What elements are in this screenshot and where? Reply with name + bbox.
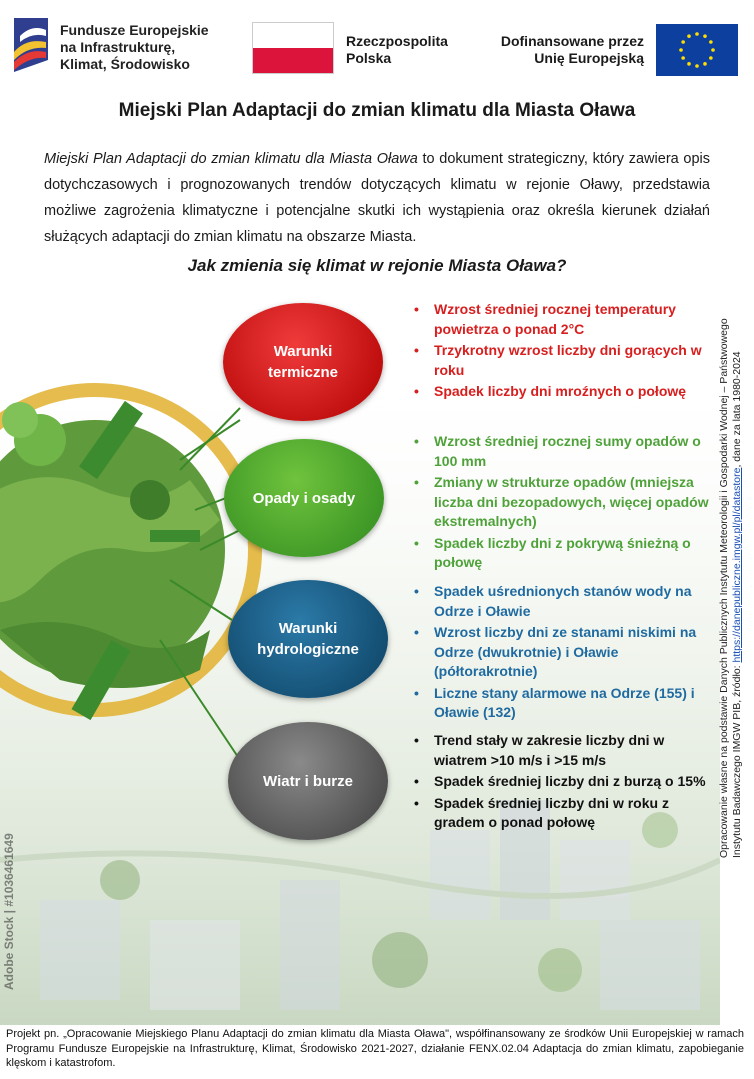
green-globe-illustration xyxy=(0,380,270,720)
list-item: • Wzrost średniej rocznej sumy opadów o 100 mm xyxy=(410,432,710,471)
category-precipitation xyxy=(224,439,384,557)
source-text-before: Opracowanie własne na podstawie Danych Publicznych Instytutu Meteorologii i Gospodarki Wodnej – Państwowego Instytutu Badawczego IMGW PIB, źródło: xyxy=(718,318,743,858)
rzeczpospolita-polska-text xyxy=(346,33,448,67)
eu-star-icon xyxy=(695,64,699,68)
list-item: • Zmiany w strukturze opadów (mniejsza liczba dni bezopadowych, więcej opadów ekstremalnych) xyxy=(410,473,710,532)
hydrological-findings-list xyxy=(410,582,710,725)
source-text-after: , dane za lata 1980-2024 xyxy=(731,351,743,468)
category-thermal-line1: Warunki xyxy=(273,343,333,360)
category-wind-storms xyxy=(228,722,388,840)
eu-star-icon xyxy=(681,40,685,44)
eu-line-2: Unię Europejską xyxy=(534,50,644,66)
list-item: • Spadek liczby dni mroźnych o połowę xyxy=(410,382,710,402)
category-precipitation-label: Opady i osady xyxy=(252,489,356,507)
fe-program-name xyxy=(60,22,209,73)
fe-line-2: na Infrastrukturę, xyxy=(60,39,176,55)
category-thermal-line2: termiczne xyxy=(267,364,339,381)
fe-line-3: Klimat, Środowisko xyxy=(60,56,190,72)
list-item: • Spadek liczby dni z pokrywą śnieżną o połowę xyxy=(410,534,710,573)
list-item: • Liczne stany alarmowe na Odrze (155) i Oławie (132) xyxy=(410,684,710,723)
section-question: Jak zmienia się klimat w rejonie Miasta Oława? xyxy=(187,256,567,275)
intro-paragraph xyxy=(44,146,710,250)
pl-line-1: Rzeczpospolita xyxy=(346,33,448,49)
eu-star-icon xyxy=(687,34,691,38)
eu-star-icon xyxy=(711,48,715,52)
eu-star-icon xyxy=(695,32,699,36)
wind-storms-findings-list xyxy=(410,731,710,835)
logo-bar xyxy=(0,0,754,92)
thermal-findings-list xyxy=(410,300,710,404)
polish-flag xyxy=(252,22,334,74)
eu-funding-text xyxy=(501,33,644,67)
fundusze-europejskie-logo xyxy=(12,16,50,74)
pl-line-2: Polska xyxy=(346,50,392,66)
category-hydrological xyxy=(228,580,388,698)
eu-flag xyxy=(656,24,738,76)
source-link[interactable]: https://danepubliczne.imgw.pl/pl/datastore xyxy=(731,467,743,663)
eu-star-icon xyxy=(681,56,685,60)
list-item: • Trzykrotny wzrost liczby dni gorących w roku xyxy=(410,341,710,380)
footer xyxy=(0,1025,754,1079)
intro-rest: to dokument strategiczny, który zawiera opis dotychczasowych i prognozowanych trendów dotyczących klimatu w rejonie Oławy, przedstawia możliwe zagrożenia klimatyczne i potencjalne skutki ich wystąpienia oraz określa kierunek działań służących adaptacji do zmian klimatu na obszarze Miasta. xyxy=(44,151,710,245)
eu-star-icon xyxy=(709,40,713,44)
eu-star-icon xyxy=(687,62,691,66)
category-wind-storms-label: Wiatr i burze xyxy=(263,772,353,790)
list-item: • Wzrost liczby dni ze stanami niskimi na Odrze (dwukrotnie) i Oławie (półtorakrotnie) xyxy=(410,623,710,682)
eu-star-icon xyxy=(709,56,713,60)
list-item: • Spadek uśrednionych stanów wody na Odrze i Oławie xyxy=(410,582,710,621)
data-source-note xyxy=(718,298,744,858)
fe-line-1: Fundusze Europejskie xyxy=(60,22,209,38)
category-thermal xyxy=(223,303,383,421)
eu-line-1: Dofinansowane przez xyxy=(500,33,644,49)
category-hydrological-line1: Warunki xyxy=(278,620,338,637)
list-item: • Trend stały w zakresie liczby dni w wiatrem >10 m/s i >15 m/s xyxy=(410,731,710,770)
list-item: • Spadek średniej liczby dni w roku z gradem o ponad połowę xyxy=(410,794,710,833)
eu-star-icon xyxy=(703,34,707,38)
precipitation-findings-list xyxy=(410,432,710,575)
list-item: • Wzrost średniej rocznej temperatury powietrza o ponad 2°C xyxy=(410,300,710,339)
intro-italic: Miejski Plan Adaptacji do zmian klimatu dla Miasta Oława xyxy=(44,151,418,167)
list-item: • Spadek średniej liczby dni z burzą o 15% xyxy=(410,772,710,792)
stock-watermark: Adobe Stock | #1036461649 xyxy=(2,833,16,990)
eu-star-icon xyxy=(679,48,683,52)
eu-star-icon xyxy=(703,62,707,66)
footer-project-text: Projekt pn. „Opracowanie Miejskiego Planu Adaptacji do zmian klimatu dla Miasta Oława", współfinansowany ze środków Unii Europejskiej w ramach Programu Fundusze Europejskie na Infrastrukturę, Klimat, Środowisko 2021-2027, działanie FENX.02.04 Adaptacja do zmian klimatu, zapobieganie klęskom i katastrofom. xyxy=(6,1028,744,1069)
page-title: Miejski Plan Adaptacji do zmian klimatu dla Miasta Oława xyxy=(118,100,636,121)
category-hydrological-line2: hydrologiczne xyxy=(257,641,359,658)
